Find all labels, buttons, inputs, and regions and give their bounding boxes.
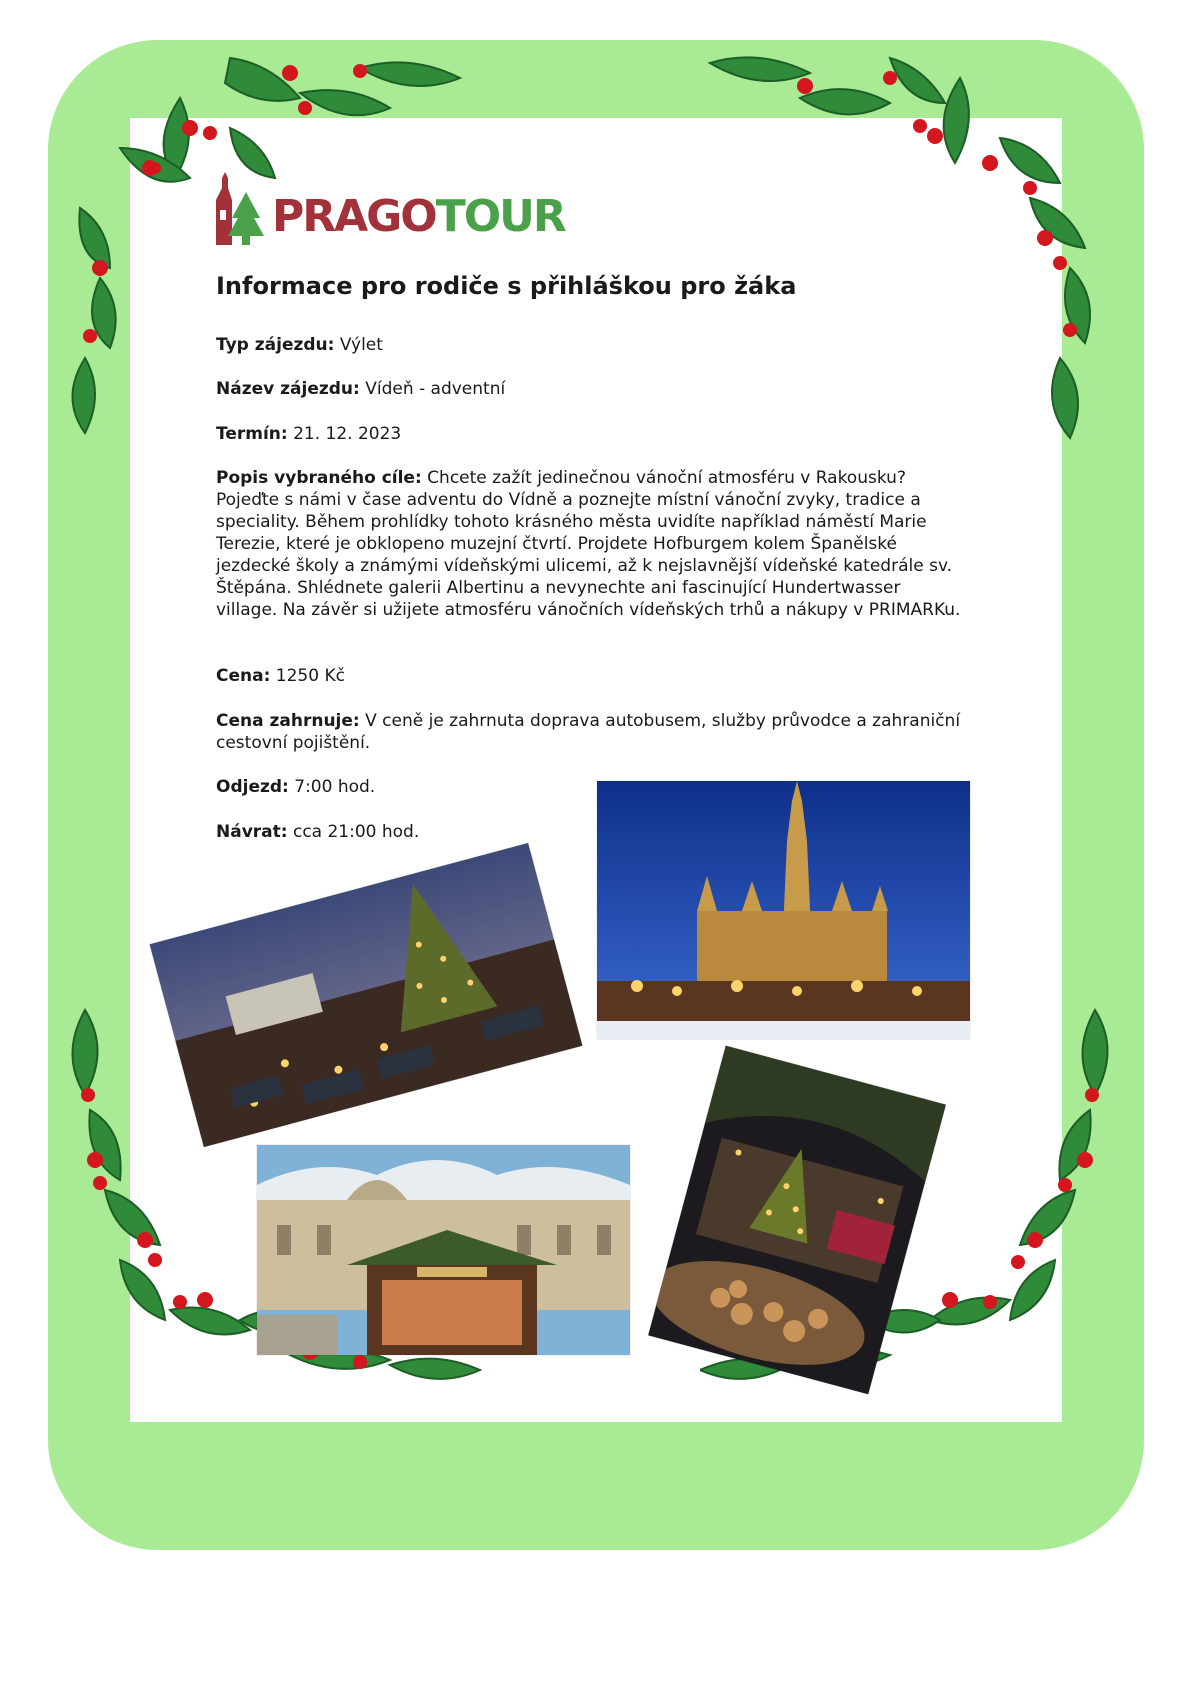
- field-termin-label: Termín:: [216, 424, 288, 444]
- holly-top-right-decoration: [700, 38, 1130, 468]
- field-termin-value: 21. 12. 2023: [293, 424, 402, 444]
- logo-wordmark: [272, 191, 565, 242]
- field-navrat: [216, 821, 576, 843]
- field-nazev-value: Vídeň - adventní: [365, 379, 506, 399]
- field-popis-label: Popis vybraného cíle:: [216, 468, 422, 488]
- field-odjezd: [216, 776, 576, 798]
- field-termin: [216, 423, 961, 445]
- logo-text-tour: TOUR: [435, 191, 565, 242]
- field-odjezd-label: Odjezd:: [216, 777, 289, 797]
- field-cena: [216, 665, 961, 687]
- field-nazev: [216, 378, 961, 400]
- field-cena-label: Cena:: [216, 666, 271, 686]
- field-navrat-value: cca 21:00 hod.: [292, 822, 420, 842]
- photo-museum-market-stall: [257, 1145, 630, 1355]
- pragotour-logo: [210, 165, 565, 245]
- field-nazev-label: Název zájezdu:: [216, 379, 360, 399]
- castle-tree-logo-icon: [210, 170, 266, 245]
- field-popis-value: Chcete zažít jedinečnou vánoční atmosféru v Rakousku? Pojeďte s námi v čase adventu do Vídně a poznejte místní vánoční zvyky, tradice a speciality. Během prohlídky tohoto krásného města uvidíte například náměstí Marie Terezie, které je obklopeno muzejní čtvrtí. Projdete Hofburgem kolem Španělské jezdecké školy a známými vídeňskými ulicemi, až k nejslavnější vídeňské katedrále sv. Štěpána. Shlédnete galerii Albertinu a nevynechte ani fascinující Hundertwasser village. Na závěr si užijete atmosféru vánočních vídeňských trhů a nákupy v PRIMARKu.: [216, 468, 961, 620]
- logo-text-prago: PRAGO: [272, 191, 436, 242]
- page-title: Informace pro rodiče s přihláškou pro žáka: [216, 272, 797, 300]
- field-zahrnuje-value: V ceně je zahrnuta doprava autobusem, služby průvodce a zahraniční cestovní pojištění.: [216, 711, 961, 753]
- field-odjezd-value: 7:00 hod.: [294, 777, 376, 797]
- photo-rathaus-christmas-market: [597, 781, 970, 1039]
- field-cena-value: 1250 Kč: [275, 666, 345, 686]
- field-typ: [216, 334, 961, 356]
- field-zahrnuje: [216, 710, 961, 754]
- field-popis: [216, 467, 961, 621]
- field-zahrnuje-label: Cena zahrnuje:: [216, 711, 360, 731]
- field-typ-label: Typ zájezdu:: [216, 335, 335, 355]
- field-navrat-label: Návrat:: [216, 822, 288, 842]
- field-typ-value: Výlet: [339, 335, 383, 355]
